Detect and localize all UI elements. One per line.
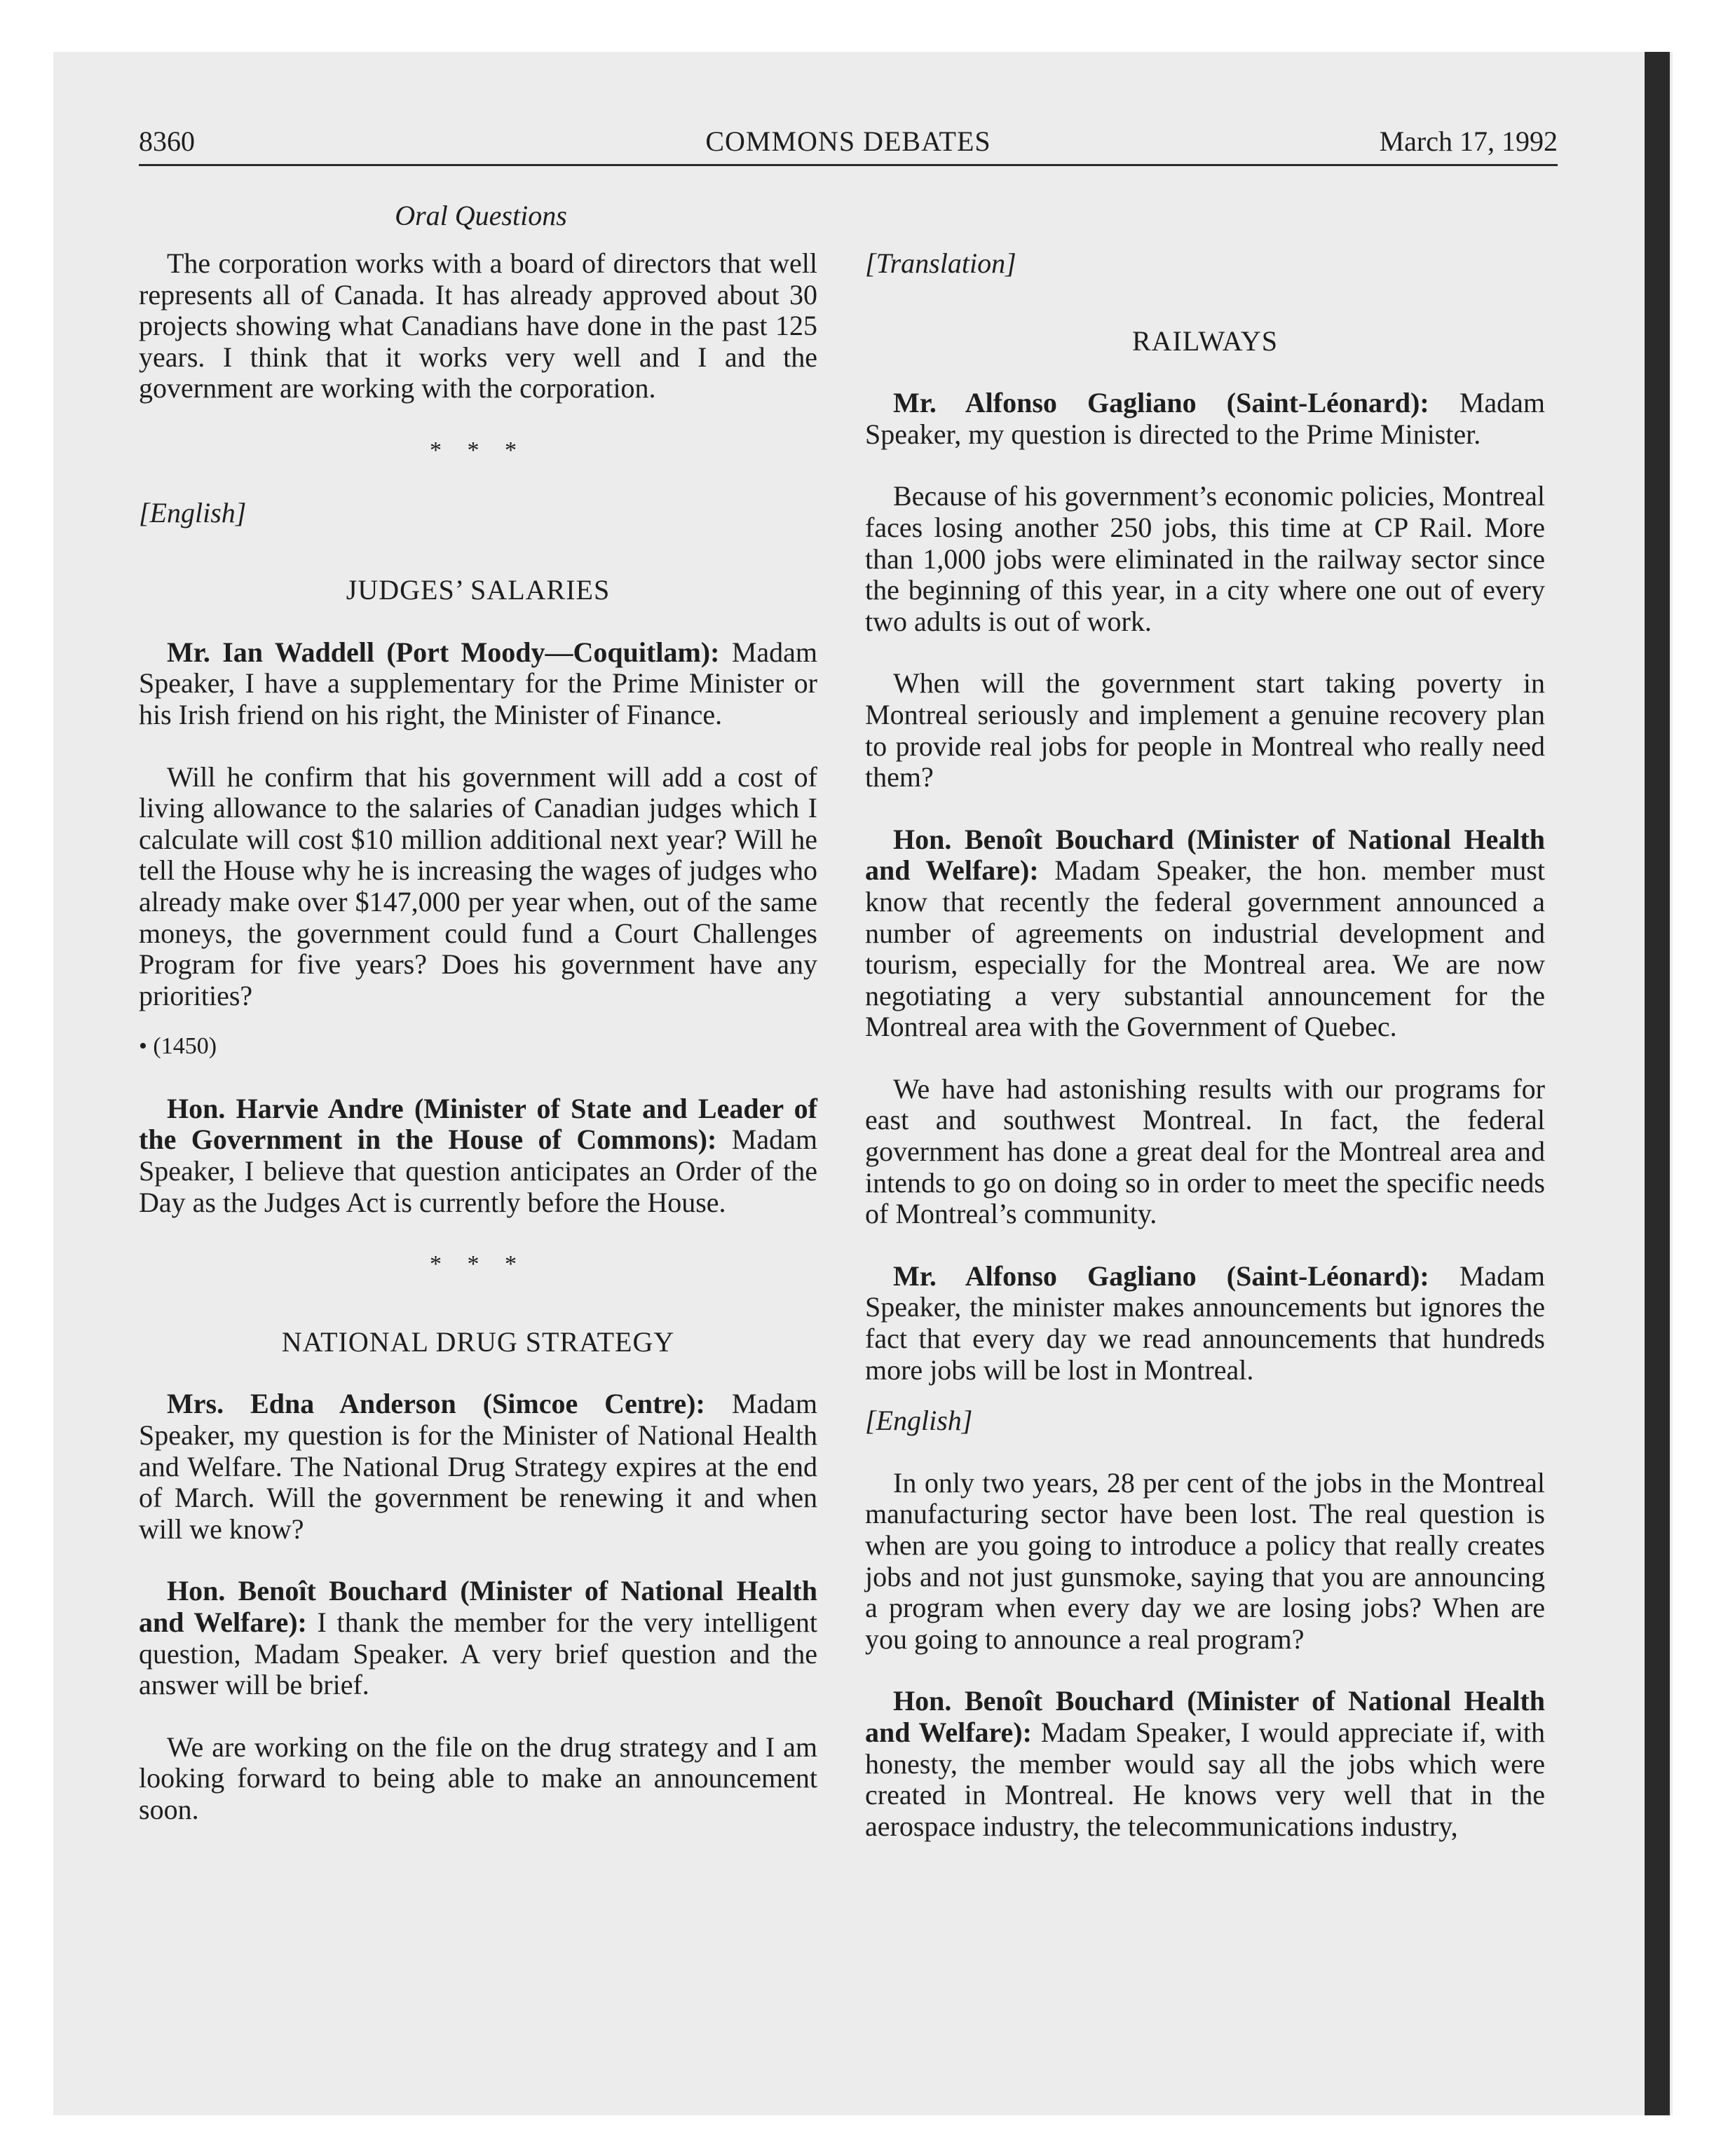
- page-date: March 17, 1992: [1379, 125, 1558, 157]
- header-rule: [139, 164, 1558, 166]
- time-stamp: • (1450): [139, 1033, 217, 1060]
- speech-text: Madam Speaker, I would appreciate if, with honesty, the member would say all the jobs which were created in Montreal. He knows very well that in the aerospace industry, the telecommunications industry,: [865, 1716, 1545, 1842]
- separator-stars: * * *: [430, 437, 526, 463]
- paragraph: We are working on the file on the drug strategy and I am looking forward to being able to make an announcement soon.: [139, 1731, 817, 1825]
- speech-text: Madam Speaker, I have a supplementary for the Prime Minister or his Irish friend on his right, the Minister of Finance.: [139, 636, 818, 730]
- heading-national-drug-strategy: NATIONAL DRUG STRATEGY: [281, 1325, 675, 1358]
- speaker-name: Hon. Benoît Bouchard (Minister of National Health and Welfare):: [865, 1685, 1545, 1748]
- heading-railways: RAILWAYS: [1131, 325, 1279, 357]
- speaker-name: Hon. Harvie Andre (Minister of State and Leader of the Government in the House of Commons):: [139, 1092, 817, 1156]
- page-number: 8360: [139, 125, 195, 157]
- speech-gagliano: [865, 388, 1545, 450]
- separator-stars: * * *: [430, 1251, 526, 1278]
- speech-text: Madam Speaker, the minister makes announcements but ignores the fact that every day we read announcements that hundreds more jobs will be lost in Montreal.: [865, 1260, 1546, 1386]
- speaker-name: Hon. Benoît Bouchard (Minister of National Health and Welfare):: [865, 823, 1545, 887]
- language-note: [Translation]: [865, 247, 1016, 279]
- right-column: [865, 248, 1545, 1842]
- speech-text: Madam Speaker, I believe that question anticipates an Order of the Day as the Judges Act is currently before the House.: [139, 1124, 817, 1218]
- speech-bouchard: [139, 1576, 817, 1700]
- paragraph: Because of his government’s economic policies, Montreal faces losing another 250 jobs, this time at CP Rail. More than 1,000 jobs were eliminated in the railway sector since the beginning of this year, in a city where one out of every two adults is out of work.: [865, 480, 1545, 637]
- speech-bouchard: [865, 1686, 1545, 1842]
- speaker-name: Mr. Alfonso Gagliano (Saint-Léonard):: [893, 1260, 1429, 1292]
- speech-anderson: [139, 1389, 817, 1545]
- speech-text: I thank the member for the very intelligent question, Madam Speaker. A very brief question and the answer will be brief.: [139, 1606, 817, 1701]
- speech-waddell: [139, 637, 817, 731]
- section-title: Oral Questions: [395, 200, 567, 231]
- speaker-name: Hon. Benoît Bouchard (Minister of National Health and Welfare):: [139, 1575, 817, 1638]
- speech-gagliano: [865, 1261, 1545, 1386]
- paragraph: When will the government start taking poverty in Montreal seriously and implement a genuine recovery plan to provide real jobs for people in Montreal who really need them?: [865, 667, 1545, 793]
- left-column: [139, 248, 817, 1826]
- paragraph: Will he confirm that his government will add a cost of living allowance to the salaries of Canadian judges which I calculate will cost $10 million additional next year? Will he tell the House why he is increasing the wages of judges who already make over $147,000 per year when, out of the same moneys, the government could fund a Court Challenges Program for five years? Does his government have any priorities?: [139, 760, 817, 1011]
- speech-text: Madam Speaker, the hon. member must know that recently the federal government announced a number of agreements on industrial development and tourism, especially for the Montreal area. We are now negotiating a very substantial announcement for the Montreal area with the Government of Quebec.: [865, 854, 1545, 1043]
- speaker-name: Mr. Ian Waddell (Port Moody—Coquitlam):: [167, 636, 720, 668]
- speech-text: Madam Speaker, my question is for the Minister of National Health and Welfare. The National Drug Strategy expires at the end of March. Will the government be renewing it and when will we know?: [139, 1388, 817, 1545]
- speech-text: Madam Speaker, my question is directed to the Prime Minister.: [865, 387, 1546, 450]
- speaker-name: Mrs. Edna Anderson (Simcoe Centre):: [167, 1388, 705, 1420]
- heading-judges-salaries: JUDGES’ SALARIES: [346, 574, 611, 606]
- speaker-name: Mr. Alfonso Gagliano (Saint-Léonard):: [893, 387, 1429, 419]
- paragraph: The corporation works with a board of directors that well represents all of Canada. It has already approved about 30 projects showing what Canadians have done in the past 125 years. I think that it works very well and I and the government are working with the corporation.: [139, 247, 817, 404]
- speech-bouchard: [865, 824, 1545, 1043]
- paragraph: We have had astonishing results with our programs for east and southwest Montreal. In fact, the federal government has done a great deal for the Montreal area and intends to go on doing so in order to meet the specific needs of Montreal’s community.: [865, 1072, 1545, 1230]
- language-note: [English]: [139, 496, 247, 528]
- publication-title: COMMONS DEBATES: [705, 125, 991, 157]
- scan-edge: [1645, 52, 1670, 2115]
- running-header: [139, 125, 1558, 167]
- page: [139, 125, 1558, 2073]
- paragraph: In only two years, 28 per cent of the jobs in the Montreal manufacturing sector have been lost. The real question is when are you going to introduce a policy that really creates jobs and not just gunsmoke, saying that you are announcing a program when every day we are losing jobs? When are you going to announce a real program?: [865, 1466, 1545, 1655]
- language-note: [English]: [865, 1405, 973, 1437]
- speech-andre: [139, 1093, 817, 1218]
